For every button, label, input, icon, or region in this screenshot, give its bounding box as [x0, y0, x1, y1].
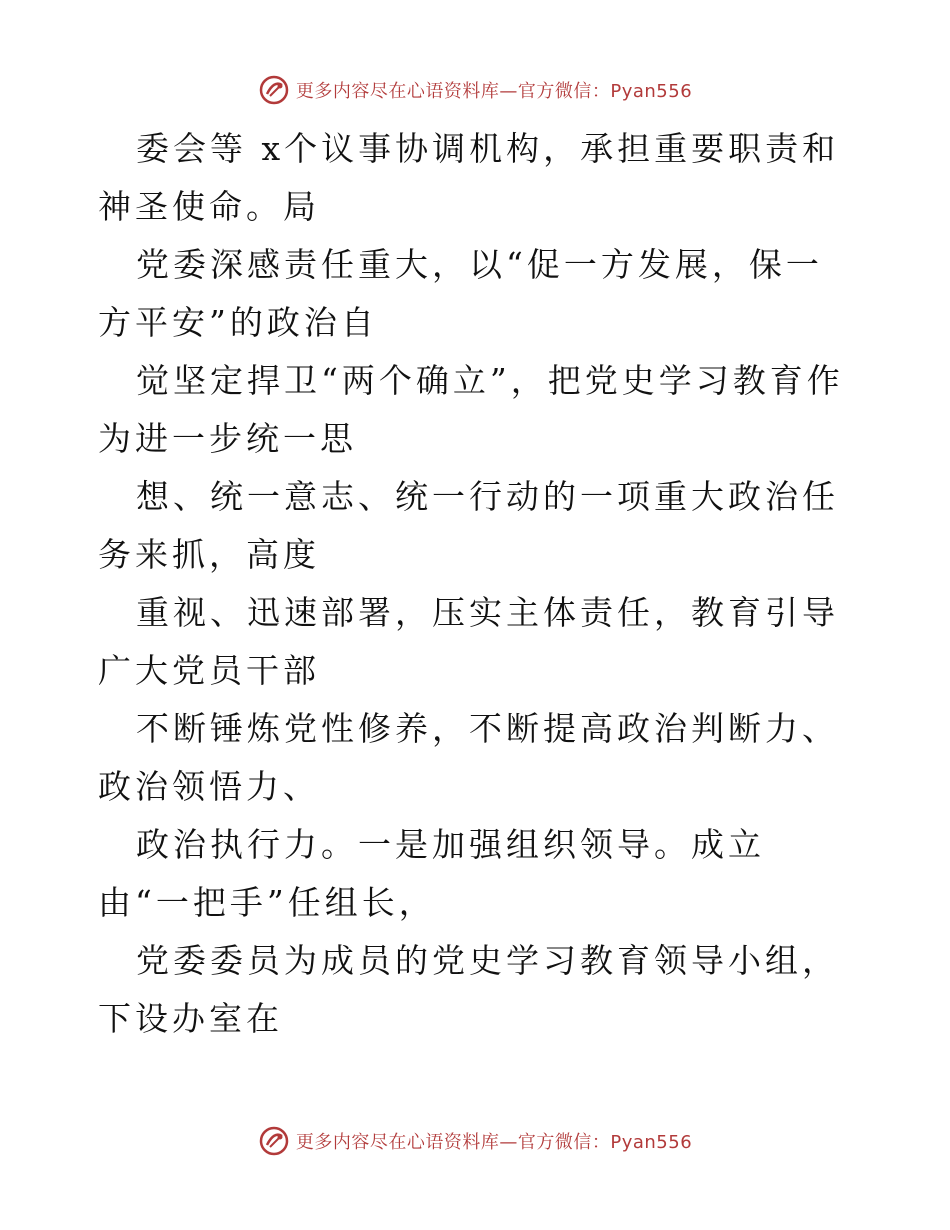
paragraph-2: 党委深感责任重大，以“促一方发展，保一方平安”的政治自: [98, 245, 823, 342]
paragraph-1: 委会等 x个议事协调机构，承担重要职责和神圣使命。局: [98, 129, 840, 226]
paragraph-3: 觉坚定捍卫“两个确立”，把党史学习教育作为进一步统一思: [98, 361, 844, 458]
paragraph-8: 党委委员为成员的党史学习教育领导小组，下设办室在: [98, 941, 839, 1038]
logo-icon: [258, 74, 290, 106]
footer-banner: [0, 1123, 950, 1159]
paragraph-5: 重视、迅速部署，压实主体责任，教育引导广大党员干部: [98, 593, 839, 690]
header-banner-text: 更多内容尽在心语资料库—官方微信：Pyan556: [295, 81, 693, 102]
logo-icon: [258, 1125, 290, 1157]
paragraph-6: 不断锤炼党性修养，不断提高政治判断力、政治领悟力、: [98, 709, 839, 806]
header-banner: [0, 72, 950, 108]
paragraph-4: 想、统一意志、统一行动的一项重大政治任务来抓，高度: [98, 477, 839, 574]
document-body: [98, 120, 858, 1048]
footer-banner-text: 更多内容尽在心语资料库—官方微信：Pyan556: [295, 1132, 693, 1153]
paragraph-7: 政治执行力。一是加强组织领导。成立由“一把手”任组长，: [98, 825, 765, 922]
